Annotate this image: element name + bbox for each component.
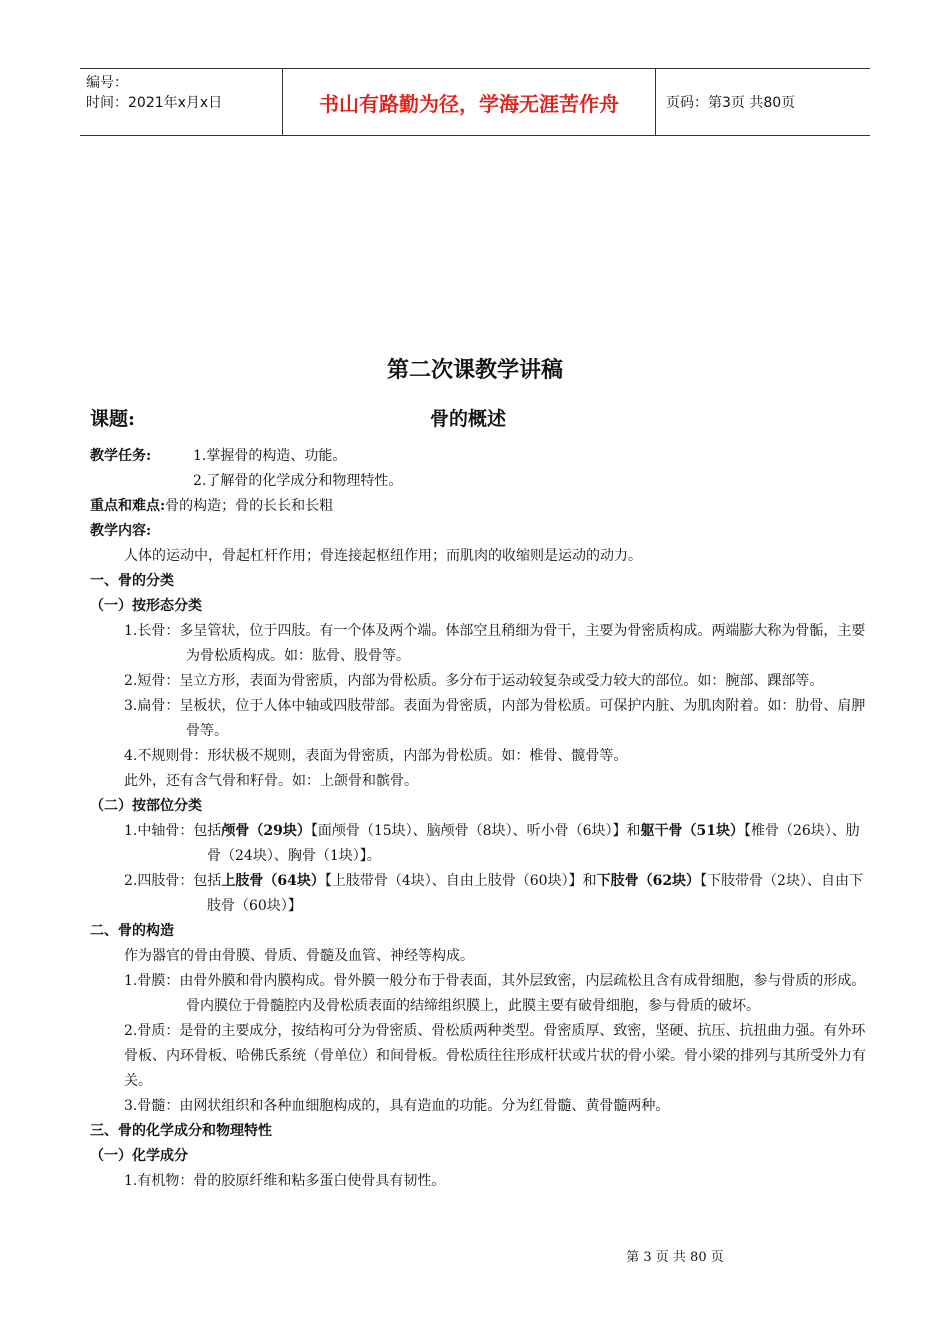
page-title: 第二次课教学讲稿: [386, 357, 563, 383]
subject-label: 课题:: [90, 408, 136, 430]
key-points-label: 重点和难点:: [90, 498, 166, 514]
limb-lead: 2.四肢骨：包括: [124, 873, 222, 889]
list-item: 2.骨质：是骨的主要成分，按结构可分为骨密质、骨松质两种类型。骨密质厚、致密，坚硬、抗压、抗扭曲力强。有外环骨板、内环骨板、哈佛氏系统（骨单位）和间骨板。骨松质往往形成杆状或片状的骨小梁。骨小梁的排列与其所受外力有关。: [124, 1023, 866, 1089]
section-title: 一、骨的分类: [90, 573, 174, 589]
time-label: 时间：2021年x月x日: [86, 95, 223, 111]
list-item: 1.骨膜：由骨外膜和骨内膜构成。骨外膜一般分布于骨表面，其外层致密，内层疏松且含有成骨细胞，参与骨质的形成。骨内膜位于骨髓腔内及骨松质表面的结缔组织膜上，此膜主要有破骨细胞，参与骨质的破坏。: [124, 973, 866, 1014]
section-intro: 作为器官的骨由骨膜、骨质、骨髓及血管、神经等构成。: [124, 948, 474, 964]
key-points-value: 骨的构造；骨的长长和长粗: [165, 498, 334, 514]
section-title: 三、骨的化学成分和物理特性: [90, 1123, 272, 1139]
lower-limb-bold: 下肢骨（62块）: [596, 873, 701, 889]
intro-paragraph: 人体的运动中，骨起杠杆作用；骨连接起枢纽作用；而肌肉的收缩则是运动的动力。: [124, 548, 642, 564]
task-item: 1.掌握骨的构造、功能。: [193, 448, 347, 464]
number-label: 编号：: [86, 75, 128, 91]
upper-limb-detail: 【上肢带骨（4块）、自由上肢骨（60块）】和: [324, 873, 597, 889]
task-item: 2.了解骨的化学成分和物理特性。: [193, 473, 403, 489]
note-paragraph: 此外，还有含气骨和籽骨。如：上颌骨和髌骨。: [124, 773, 418, 789]
axial-lead: 1.中轴骨：包括: [124, 823, 222, 839]
section-title: 二、骨的构造: [90, 923, 174, 939]
list-item: 1.长骨：多呈管状，位于四肢。有一个体及两个端。体部空且稍细为骨干，主要为骨密质构成。两端膨大称为骨骺，主要为骨松质构成。如：肱骨、股骨等。: [124, 623, 866, 664]
lecture-content: [90, 444, 870, 1194]
list-item: 1.有机物：骨的胶原纤维和粘多蛋白使骨具有韧性。: [124, 1173, 446, 1189]
limb-bones-item: [90, 869, 870, 919]
content-label: 教学内容:: [90, 523, 152, 539]
trunk-detail: 【椎骨（26块）、肋骨（24块）、胸骨（1块）】。: [207, 823, 860, 864]
tasks-label: 教学任务:: [90, 448, 152, 464]
list-item: 3.骨髓：由网状组织和各种血细胞构成的，具有造血的功能。分为红骨髓、黄骨髓两种。: [124, 1098, 670, 1114]
subject-line: [90, 404, 870, 431]
page-header: [80, 68, 870, 136]
trunk-bold: 躯干骨（51块）: [640, 823, 744, 839]
header-page-info: 页码：第3页 共80页: [666, 95, 796, 111]
page-footer: 第 3 页 共 80 页: [626, 1250, 724, 1265]
lower-limb-detail: 【下肢带骨（2块）、自由下肢骨（60块）】: [207, 873, 863, 914]
tasks-line-1: [90, 444, 870, 469]
list-item: 2.短骨：呈立方形，表面为骨密质，内部为骨松质。多分布于运动较复杂或受力较大的部位。如：腕部、踝部等。: [124, 673, 824, 689]
subject-value: 骨的概述: [430, 408, 507, 430]
header-meta: [80, 69, 282, 135]
subsection-title: （一）按形态分类: [90, 598, 202, 614]
list-item: 4.不规则骨：形状极不规则，表面为骨密质，内部为骨松质。如：椎骨、髋骨等。: [124, 748, 628, 764]
subsection-title: （一）化学成分: [90, 1148, 188, 1164]
key-points-line: [90, 494, 870, 519]
skull-detail: 【面颅骨（15块）、脑颅骨（8块）、听小骨（6块）】和: [310, 823, 641, 839]
subsection-title: （二）按部位分类: [90, 798, 202, 814]
upper-limb-bold: 上肢骨（64块）: [221, 873, 325, 889]
axial-bones-item: [90, 819, 870, 869]
list-item: 3.扁骨：呈板状，位于人体中轴或四肢带部。表面为骨密质，内部为骨松质。可保护内脏、为肌肉附着。如：肋骨、肩胛骨等。: [124, 698, 866, 739]
skull-bold: 颅骨（29块）: [221, 823, 311, 839]
header-motto: 书山有路勤为径，学海无涯苦作舟: [282, 69, 656, 135]
